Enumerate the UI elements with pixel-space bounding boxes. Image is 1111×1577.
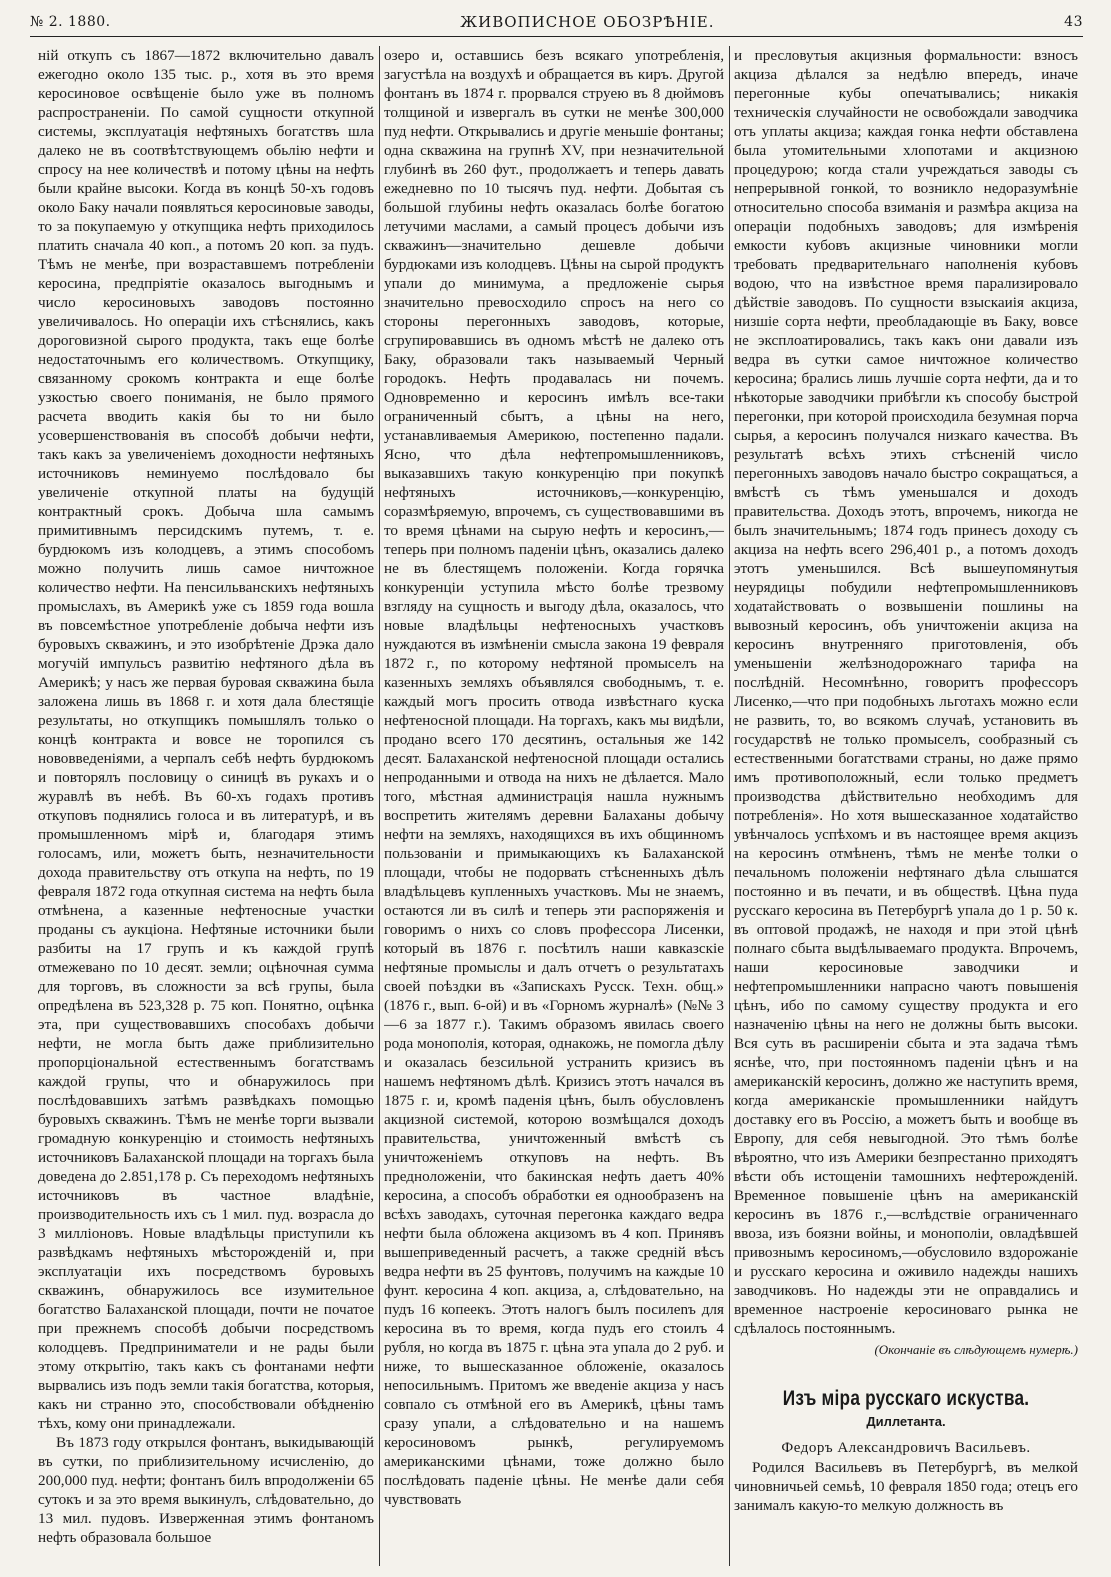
column-divider xyxy=(729,46,730,1566)
column-divider xyxy=(379,46,380,1566)
article-subject: Федоръ Александровичъ Васильевъ. xyxy=(781,1440,1031,1456)
column-2 xyxy=(384,46,724,1566)
article-paragraph: ній откупъ съ 1867—1872 включительно давалъ ежегодно около 135 тыс. р., хотя въ это время керосиновое освѣщеніе было уже въ полномъ распространеніи. По самой сущности откупной системы, эксплуатація нефтяныхъ богатствъ шла далеко не въ соотвѣтствующемъ обьлію нефти и спросу на нее количествѣ и потому цѣны на нефть были крайне высоки. Когда въ концѣ 50-хъ годовъ около Баку начали появляться керосиновые заводы, то за покупаемую у откупщика нефть приходилось платить сначала 40 коп., а потомъ 20 коп. за пудъ. Тѣмъ не менѣе, при возраставшемъ потребленіи керосина, предпріятіе оказалось выгоднымъ и число керосиновыхъ заводовъ постоянно увеличивалось. Но операціи ихъ стѣснялись, какъ дороговизной сырого продукта, такъ еще болѣе недостаточнымъ его количествомъ. Откупщику, связанному срокомъ контракта и еще болѣе узкостью своего пониманія, не было прямого расчета вводить какія бы то ни было усовершенствованія въ способѣ добычи нефти, такъ какъ за увеличеніемъ доходности нефтяныхъ источниковъ неминуемо послѣдовало бы увеличеніе откупной платы на будущій контрактный срокъ. Добыча шла самымъ примитивнымъ персидскимъ путемъ, т. е. бурдюкомъ изъ колодцевъ, а этимъ способомъ можно получить лишь самое ничтожное количество нефти. На пенсильванскихъ нефтяныхъ промыслахъ, въ Америкѣ уже съ 1859 года вошла въ повсемѣстное употребленіе добыча нефти изъ буровыхъ скважинъ, и это изобрѣтеніе Дрэка далo могучій импульсъ развитію нефтяного дѣла въ Америкѣ; у насъ же первая буровая скважина была заложена лишь въ 1868 г. и хотя дала блестящіе результаты, но откупщикъ помышлялъ только о концѣ контракта и вовсе не торопился съ нововведеніями, а черпалъ себѣ нефть бурдюкомъ и повторялъ пословицу о синицѣ въ рукахъ и о журавлѣ въ небѣ. Въ 60-хъ годахъ противъ откуповъ поднялись голоса и въ литературѣ, и въ промышленномъ мірѣ и, благодаря этимъ голосамъ, или, можетъ быть, незначительности дохода правительству отъ откупа на нефть, по 19 февраля 1872 года откупная система на нефть была отмѣнена, а казенные нефтеносные участки проданы съ аукціона. Нефтяные источники были разбиты на 17 групъ и къ каждой групѣ отмежевано по 10 десят. земли; оцѣночная сумма для торговъ, въ сложности за всѣ групы, была опредѣлена въ 523,328 р. 75 коп. Понятно, оцѣнка эта, при существовавшихъ способахъ добычи нефти, не могла быть даже приблизительно пропорціональной естественнымъ богатствамъ каждой групы, что и обнаружилось при послѣдовавшихъ затѣмъ развѣдкахъ помощью буровыхъ скважинъ. Тѣмъ не менѣе торги вызвали громадную конкуренцію и стоимость нефтяныхъ источниковъ Балаханской площади на торгахъ была доведена до 2.851,178 р. Съ переходомъ нефтяныхъ источниковъ въ частное владѣніе, производительность ихъ съ 1 мил. пуд. возрасла до 3 милліоновъ. Новые владѣльцы приступили къ развѣдкамъ нефтяныхъ мѣсторожденій и, при эксплуатаціи ихъ посредствомъ буровыхъ скважинъ, обнаружилось все изумительное богатство Балаханской площади, почти не початое при прежнемъ способѣ добычи посредствомъ колодцевъ. Предприниматели и не рады были этому открытію, такъ какъ съ фонтанами нефти вырвались изъ подъ земли такія богатства, которыя, какъ ни странно это, способствовали обѣдненію тѣхъ, кому они принадлежали. xyxy=(38,47,374,1432)
article-paragraph: Родился Васильевъ въ Петербургѣ, въ мелкой чиновничьей семьѣ, 10 февраля 1850 года; отецъ его занималъ какую-то мелкую должность въ xyxy=(734,1459,1078,1514)
issue-number: № 2. 1880. xyxy=(30,14,111,30)
page-header xyxy=(30,8,1083,37)
section-title: Изъ міра русскаго искуства. xyxy=(782,1387,1030,1410)
article-paragraph: Въ 1873 году открылся фонтанъ, выкидывающій въ сутки, по приблизительному исчисленію, до 200,000 пуд. нефти; фонтанъ билъ впродолженіи 65 сутокъ и за это время выкинулъ, слѣдовательно, до 13 мил. пудовъ. Изверженная этимъ фонтаномъ нефть образовала большое xyxy=(38,1434,374,1546)
column-3 xyxy=(734,46,1078,1566)
byline: Диллетанта. xyxy=(866,1414,946,1429)
column-1 xyxy=(38,46,374,1566)
article-paragraph: озеро и, оставшись безъ всякаго употребленія, загустѣла на воздухѣ и обращается въ киръ. Другой фонтанъ въ 1874 г. прорвался струею въ 8 дюймовъ толщиной и извергалъ въ сутки не менѣе 300,000 пуд нефти. Открывались и другіе меньшіе фонтаны; одна скважина на групнѣ XV, при незначительной глубинѣ въ 260 фут., продолжаетъ и теперь давать ежедневно по 10 тысячъ пуд. нефти. Добытая съ большой глубины нефть оказалась болѣе богатою летучими маслами, а самый процесъ добычи изъ скважинъ—значительно дешевле добычи бурдюками изъ колодцевъ. Цѣны на сырой продуктъ упали до минимума, а предложеніе сырья значительно превосходило спросъ на него со стороны перегонныхъ заводовъ, которые, сгрупировавшись въ одномъ мѣстѣ не далеко отъ Баку, образовали такъ называемый Черный городокъ. Нефть продавалась ни почемъ. Одновременно и керосинъ имѣлъ все-таки ограниченный сбытъ, а цѣны на него, устанавливаемыя Америкою, постепенно падали. Ясно, что дѣла нефтепромышленниковъ, выказавшихъ такую конкуренцію при покупкѣ нефтяныхъ источниковъ,—конкуренцію, соразмѣряемую, впрочемъ, съ существовавшими въ то время цѣнами на сырую нефть и керосинъ,—теперь при полномъ паденіи цѣнъ, оказались далеко не въ блестящемъ положеніи. Когда горячка конкуренціи уступила мѣсто болѣе трезвому взгляду на сущность и выгоду дѣла, оказалось, что новые владѣльцы нефтеносныхъ участковъ нуждаются въ измѣненіи смысла закона 19 февраля 1872 г., по которому нефтяной промыселъ на казенныхъ земляхъ объявлялся свободнымъ, т. е. каждый могъ просить отвода извѣстнаго куска нефтеносной площади. На торгахъ, какъ мы видѣли, продано всего 170 десятинъ, остальныя же 142 десят. Балаханской нефтеносной площади остались непроданными и отвода на нихъ не дѣлается. Мало того, мѣстная администрація нашла нужнымъ воспретить жителямъ деревни Балаханы добычу нефти на земляхъ, находящихся въ ихъ общинномъ пользованіи и примыкающихъ къ Балаханской площади, чтобы не подорвать стѣсненныхъ дѣлъ владѣльцевъ купленныхъ участковъ. Мы не знаемъ, остаются ли въ силѣ и теперь эти распоряженія и говоримъ о нихъ со словъ профессора Лисенки, который въ 1876 г. посѣтилъ наши кавказскіе нефтяные промыслы и далъ отчетъ о результатахъ своей поѣздки въ «Запискахъ Русск. Техн. общ.» (1876 г., вып. 6-ой) и въ «Горномъ журналѣ» (№№ 3—6 за 1877 г.). Такимъ образомъ явилась своего рода монополія, которая, однакожь, не помогла дѣлу и оказалась безсильной устранить кризисъ въ нашемъ нефтяномъ дѣлѣ. Кризисъ этотъ начался въ 1875 г. и, кромѣ паденія цѣнъ, былъ обусловленъ акцизной системой, которою возмѣщался доходъ правительства, уничтоженный вмѣстѣ съ уничтоженіемъ откуповъ на нефть. Въ предноложеніи, что бакинская нефть даетъ 40% керосина, а способъ обработки ея однообразенъ на всѣхъ заводахъ, суточная перегонка каждаго ведра нефти была обложена акцизомъ въ 4 коп. Принявъ вышеприведенный расчетъ, а также средній вѣсъ ведра нефти въ 25 фунтовъ, получимъ на каждые 10 фунт. керосина 4 коп. акциза, а, слѣдовательно, на пудъ 16 копеекъ. Этотъ налогъ былъ посилenъ для керосина въ то время, когда пудъ его стоилъ 4 рубля, но когда въ 1875 г. цѣна эта упала до 2 руб. и ниже, то вышесказанное обложеніе, оказалось непосильнымъ. Притомъ же введеніе акциза у насъ совпало съ отмѣной его въ Америкѣ, цѣны тамъ сразу упали, а слѣдовательно и на нашемъ керосиновомъ рынкѣ, регулируемомъ американскими цѣнами, тоже должно было послѣдовать паденіе цѣны. Не менѣе дали себя чувствовать xyxy=(384,47,724,1508)
article-paragraph: и пресловутыя акцизныя формальности: взносъ акциза дѣлался за недѣлю впередъ, иначе перегонные кубы опечатывались; никакія техническія случайности не освобождали заводчика отъ уплаты акциза; каждая гонка нефти обставлена была утомительными хлопотами и акцизною процедурою; когда стали учреждаться заводы съ непрерывной гонкой, то возникло недоразумѣніе относительно способа взиманія и размѣра акциза на операціи подобныхъ заводовъ; для измѣренія емкости кубовъ акцизные чиновники могли требовать предварительнаго наполненія кубовъ водою, что на извѣстное время парализировало дѣйствіе заводовъ. По сущности взыскаиія акциза, низшіе сорта нефти, преобладающіе въ Баку, вовсе не эксплоатировались, такъ какъ они давали изъ ведра въ сутки самое ничтожное количество керосина; брались лишь лучшіе сорта нефти, да и то нѣкоторые заводчики прибѣгли къ способу быстрой перегонки, при которой происходила безумная порча сырья, а керосинъ получался низкаго качества. Въ результатѣ всѣхъ этихъ стѣсненій число перегонныхъ заводовъ начало быстро сокращаться, а вмѣстѣ съ тѣмъ уменьшался и доходъ правительства. Доходъ этотъ, впрочемъ, никогда не былъ значительнымъ; 1874 годъ принесъ доходу съ акциза на нефть всего 296,401 р., а потомъ доходъ этотъ уменьшился. Всѣ вышеупомянутыя неурядицы побудили нефтепромышленниковъ ходатайствовать о возвышеніи пошлины на вывозный керосинъ, объ уничтоженіи акциза на керосинъ внутренняго приготовленія, объ уменьшеніи желѣзнодорожнаго тарифа на послѣдній. Несомнѣнно, говоритъ профессоръ Лисенко,—что при подобныхъ льготахъ можно если не развить, то, во всякомъ случаѣ, установить въ государствѣ не только промыселъ, сообразный съ естественными богатствами страны, но даже прямо имъ противоположный, если только предметъ производства дѣйствительно необходимъ для потребленія». Но хотя вышесказанное ходатайство увѣнчалось успѣхомъ и въ настоящее время акцизъ на керосинъ отмѣненъ, тѣмъ не менѣе толки о печальномъ положеніи нефтянаго дѣла слышатся постоянно и въ печати, и въ обществѣ. Цѣна пуда русскаго керосина въ Петербургѣ упала до 1 р. 50 к. въ оптовой продажѣ, не находя и при этой цѣнѣ полнаго сбыта выдѣлываемаго продукта. Впрочемъ, наши керосиновые заводчики и нефтепромышленники напрасно чаютъ повышенія цѣнъ, ибо по самому существу продукта и его назначенію цѣны на него не должны быть высоки. Вся суть въ расширеніи сбыта и эта задача тѣмъ яснѣе, что, при постоянномъ паденіи цѣнъ и на американскій керосинъ, должно же наступить время, когда американскіе промышленники найдутъ доставку его въ Россію, а можетъ быть и вообще въ Европу, для себя невыгодной. Это тѣмъ болѣе вѣроятно, что изъ Америки безпрестанно приходятъ вѣсти объ истощеніи тамошнихъ нефтерожденій. Временное повышеніе цѣнъ на американскій керосинъ въ 1876 г.,—вслѣдствіе ограниченнаго ввоза, изъ боязни войны, и монополіи, овладѣвшей привознымъ керосиномъ,—обусловило вздорожаніе и русскаго керосина и оживило надежды нашихъ заводчиковъ. Но надежды эти не оправдались и временное настроеніе керосиноваго рынка не сдѣлалось постояннымъ. xyxy=(734,47,1078,1337)
page-number: 43 xyxy=(1064,14,1083,30)
continuation-note: (Окончаніе въ слѣдующемъ нумерѣ.) xyxy=(874,1342,1078,1357)
publication-title: ЖИВОПИСНОЕ ОБОЗРѢНІЕ. xyxy=(460,13,715,31)
